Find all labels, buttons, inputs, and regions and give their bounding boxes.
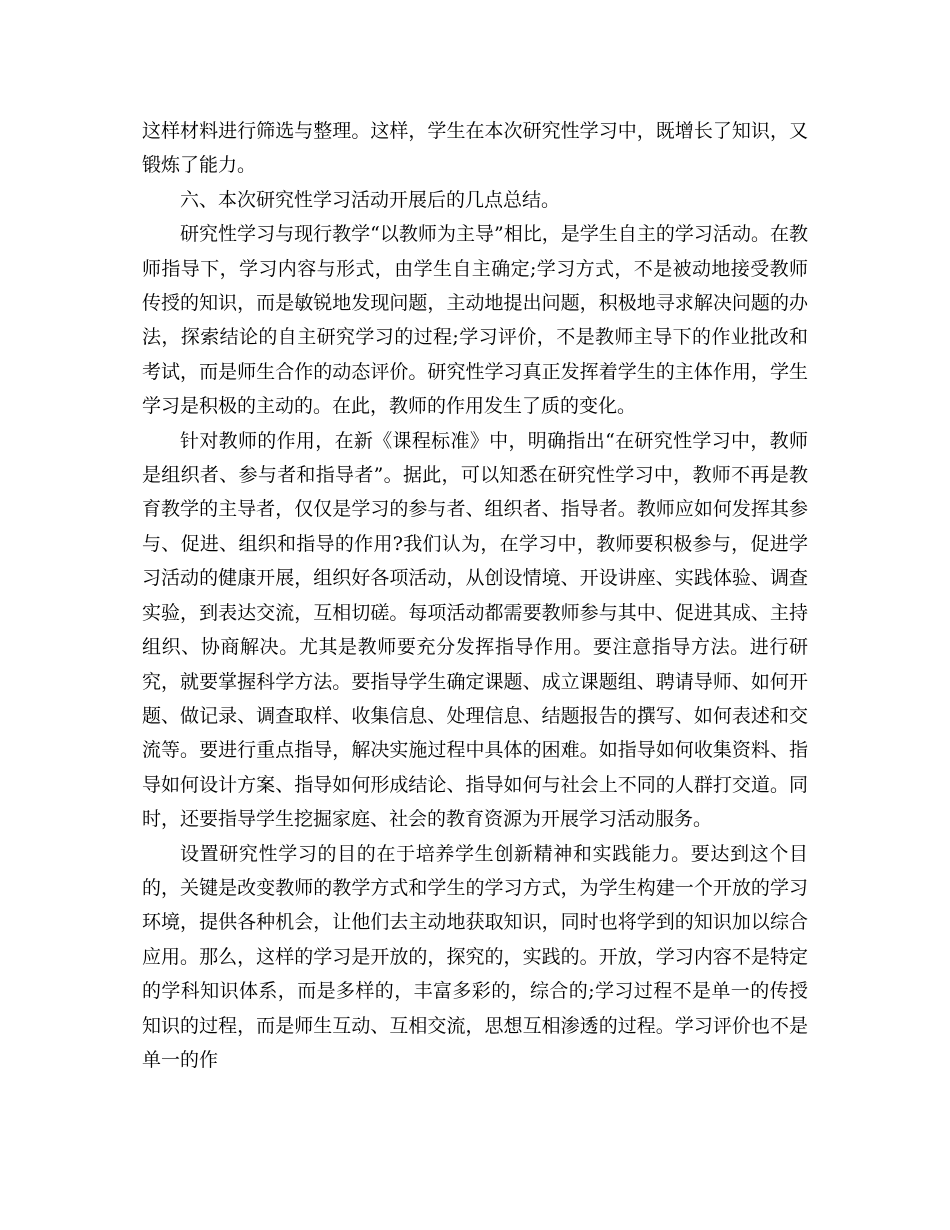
- paragraph-continuation: 这样材料进行筛选与整理。这样，学生在本次研究性学习中，既增长了知识，又锻炼了能力。: [142, 120, 808, 177]
- paragraph: 设置研究性学习的目的在于培养学生创新精神和实践能力。要达到这个目的，关键是改变教师的教学方式和学生的学习方式，为学生构建一个开放的学习环境，提供各种机会，让他们去主动地获取知识，同时也将学到的知识加以综合应用。那么，这样的学习是开放的，探究的，实践的。开放，学习内容不是特定的学科知识体系，而是多样的，丰富多彩的，综合的;学习过程不是单一的传授知识的过程，而是师生互动、互相交流，思想互相渗透的过程。学习评价也不是单一的作: [142, 842, 808, 1071]
- document-body: [142, 114, 808, 1077]
- section-heading: 六、本次研究性学习活动开展后的几点总结。: [180, 188, 561, 211]
- paragraph: 研究性学习与现行教学“以教师为主导”相比，是学生自主的学习活动。在教师指导下，学习内容与形式，由学生自主确定;学习方式，不是被动地接受教师传授的知识，而是敏锐地发现问题，主动地提出问题，积极地寻求解决问题的办法，探索结论的自主研究学习的过程;学习评价，不是教师主导下的作业批改和考试，而是师生合作的动态评价。研究性学习真正发挥着学生的主体作用，学生学习是积极的主动的。在此，教师的作用发生了质的变化。: [142, 223, 808, 418]
- paragraph: 针对教师的作用，在新《课程标准》中，明确指出“在研究性学习中，教师是组织者、参与者和指导者”。据此，可以知悉在研究性学习中，教师不再是教育教学的主导者，仅仅是学习的参与者、组织者、指导者。教师应如何发挥其参与、促进、组织和指导的作用?我们认为，在学习中，教师要积极参与，促进学习活动的健康开展，组织好各项活动，从创设情境、开设讲座、实践体验、调查实验，到表达交流，互相切磋。每项活动都需要教师参与其中、促进其成、主持组织、协商解决。尤其是教师要充分发挥指导作用。要注意指导方法。进行研究，就要掌握科学方法。要指导学生确定课题、成立课题组、聘请导师、如何开题、做记录、调查取样、收集信息、处理信息、结题报告的撰写、如何表述和交流等。要进行重点指导，解决实施过程中具体的困难。如指导如何收集资料、指导如何设计方案、指导如何形成结论、指导如何与社会上不同的人群打交道。同时，还要指导学生挖掘家庭、社会的教育资源为开展学习活动服务。: [142, 429, 808, 831]
